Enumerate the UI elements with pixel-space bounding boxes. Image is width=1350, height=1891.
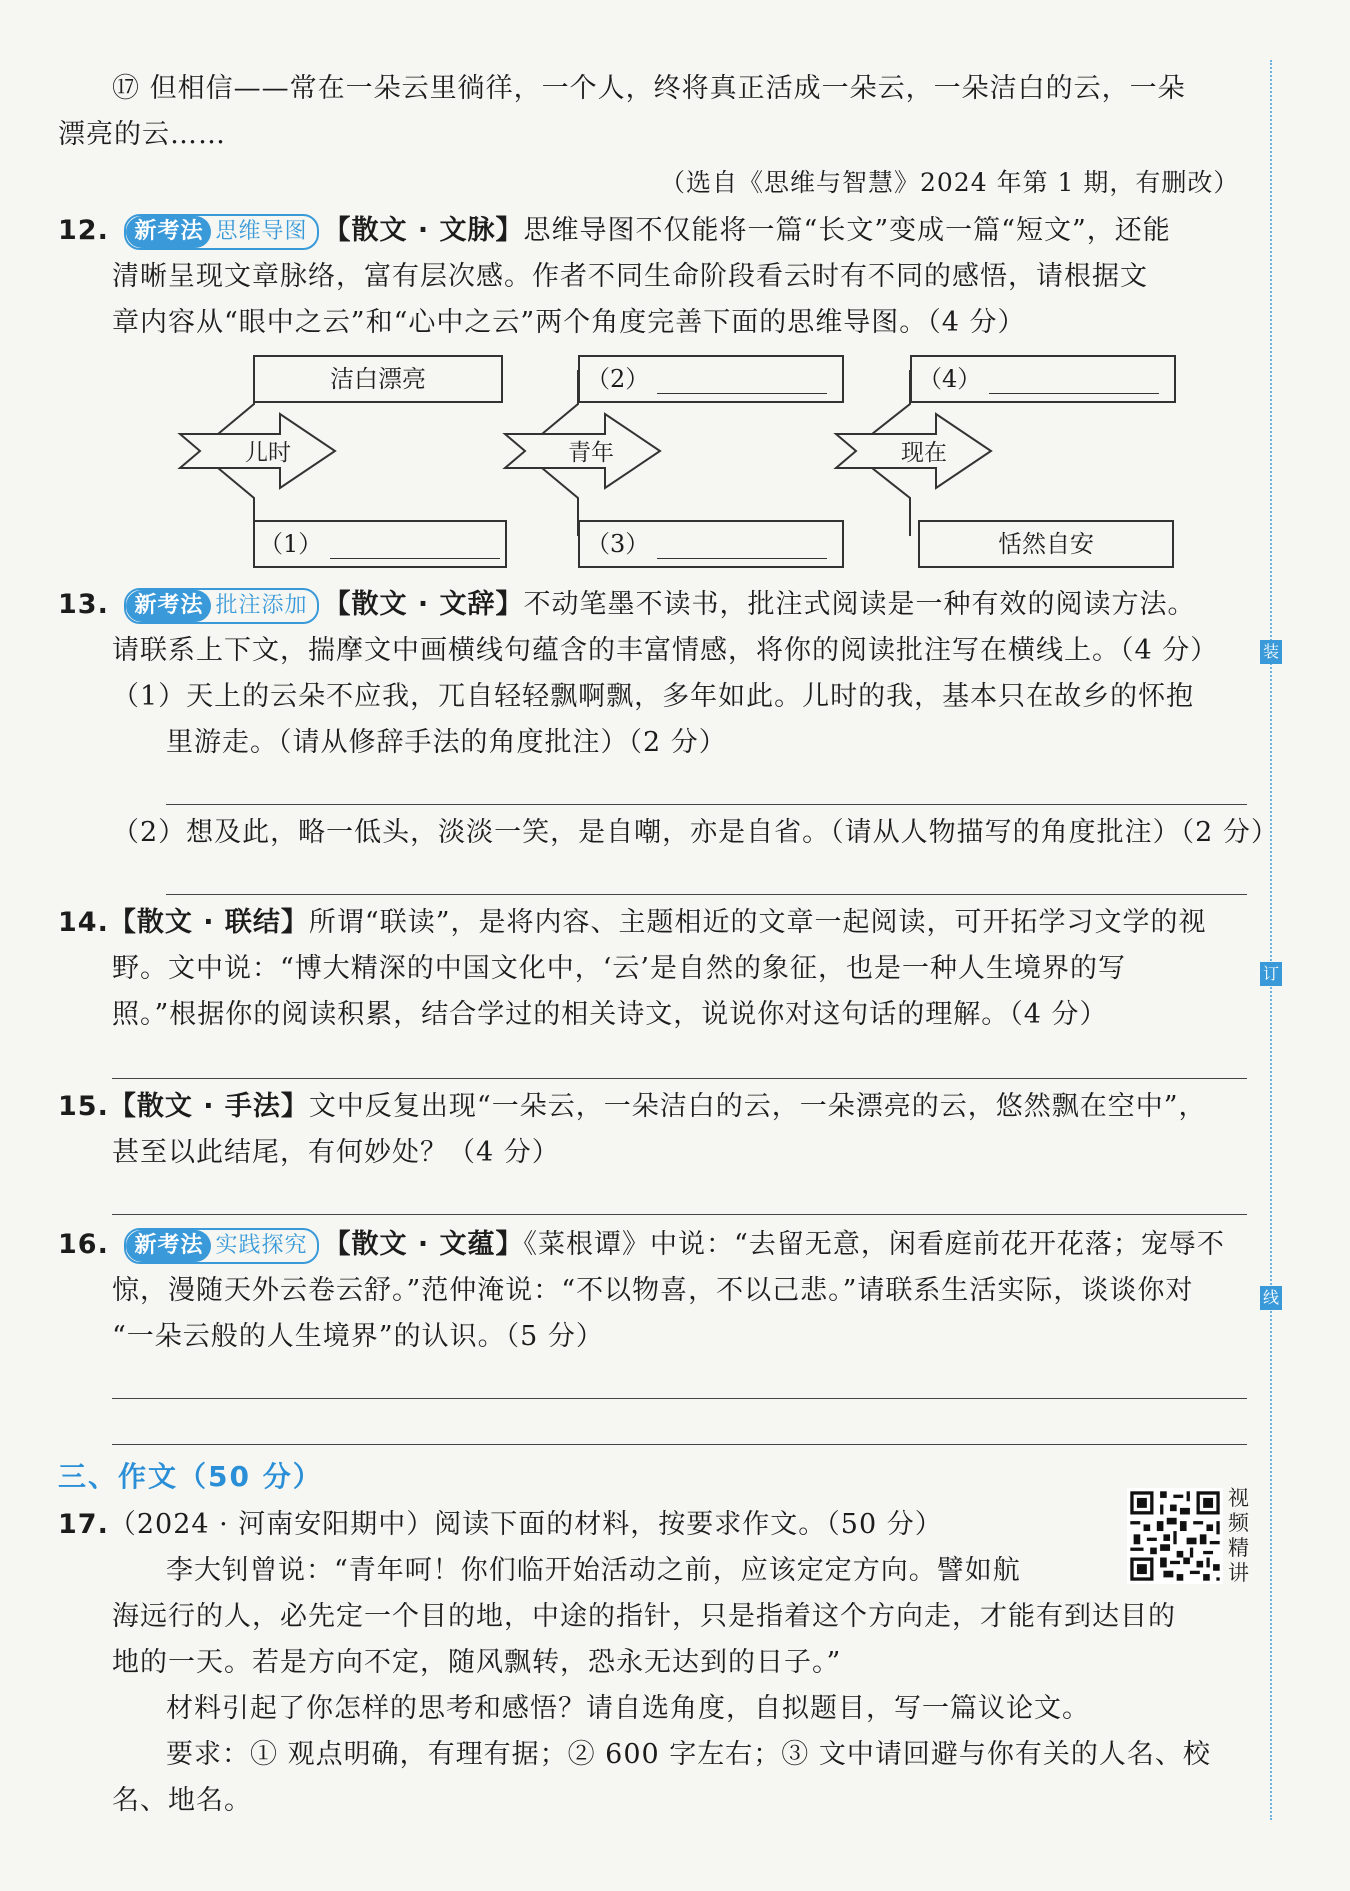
mindmap-answer-blank-2[interactable] <box>657 367 827 394</box>
q14-number: 14. <box>58 907 109 938</box>
mindmap-stage-1: 儿时 <box>245 440 291 466</box>
q15-answer-line[interactable] <box>112 1214 1247 1215</box>
section-3-title: 三、作文（50 分） <box>58 1460 323 1493</box>
q12-tag <box>124 214 319 250</box>
q14-bracket: 【散文 · 联结】 <box>108 907 309 938</box>
q14-line2: 野。文中说：“博大精深的中国文化中，‘云’是自然的象征，也是一种人生境界的写 <box>112 953 1126 984</box>
q17-line4: 地的一天。若是方向不定，随风飘转，恐永无达到的日子。” <box>112 1647 842 1678</box>
mindmap-box-bottom-1-label: （1） <box>259 530 323 558</box>
q14-text1: 所谓“联读”，是将内容、主题相近的文章一起阅读，可开拓学习文学的视 <box>308 907 1207 938</box>
q17-line6: 要求：① 观点明确，有理有据；② 600 字左右；③ 文中请回避与你有关的人名、校 <box>166 1739 1211 1770</box>
mindmap-box-top-2-label: （2） <box>586 365 650 393</box>
mindmap-link-3a <box>836 370 910 434</box>
q13-tag <box>124 588 319 624</box>
q16-tag-main: 新考法 <box>126 1230 211 1262</box>
mindmap-link-2a <box>505 370 578 434</box>
passage-p17-line2: 漂亮的云…… <box>58 119 226 150</box>
q15-number: 15. <box>58 1091 109 1122</box>
q15-text1: 文中反复出现“一朵云，一朵洁白的云，一朵漂亮的云，悠然飘在空中”， <box>308 1091 1207 1122</box>
q12-text1: 思维导图不仅能将一篇“长文”变成一篇“短文”，还能 <box>523 215 1171 246</box>
q13-sub1-line1: （1）天上的云朵不应我，兀自轻轻飘啊飘，多年如此。儿时的我，基本只在故乡的怀抱 <box>112 681 1195 712</box>
passage-p17-line1: ⑰ 但相信——常在一朵云里徜徉，一个人，终将真正活成一朵云，一朵洁白的云，一朵 <box>112 73 1186 104</box>
q14-line3: 照。”根据你的阅读积累，结合学过的相关诗文，说说你对这句话的理解。（4 分） <box>112 999 1108 1030</box>
mindmap-box-bottom-1 <box>253 520 507 568</box>
q13-tag-sub: 批注添加 <box>215 592 308 618</box>
mindmap-stage-2: 青年 <box>568 440 614 466</box>
qr-label: 视频精讲 <box>1228 1486 1249 1585</box>
mindmap-box-top-3-label: （4） <box>918 365 982 393</box>
q16-answer-line-2[interactable] <box>112 1444 1247 1445</box>
q16-number: 16. <box>58 1229 109 1260</box>
q14-line1 <box>58 900 1207 946</box>
q13-line2: 请联系上下文，揣摩文中画横线句蕴含的丰富情感，将你的阅读批注写在横线上。（4 分） <box>112 635 1219 666</box>
binding-mark-2: 订 <box>1260 962 1282 986</box>
q16-bracket: 【散文 · 文蕴】 <box>323 1229 524 1260</box>
q16-answer-line-1[interactable] <box>112 1398 1247 1399</box>
q13-bracket: 【散文 · 文辞】 <box>323 589 524 620</box>
q15-line1 <box>58 1084 1207 1130</box>
q13-sub1-line2: 里游走。（请从修辞手法的角度批注）（2 分） <box>166 727 727 758</box>
q13-answer-line-1[interactable] <box>166 804 1247 805</box>
q13-answer-line-2[interactable] <box>166 894 1247 895</box>
q16-tag-sub: 实践探究 <box>215 1232 308 1258</box>
mindmap-box-bottom-2 <box>578 520 844 568</box>
mindmap-link-2b <box>505 468 578 536</box>
passage-source: （选自《思维与智慧》2024 年第 1 期，有删改） <box>660 168 1240 197</box>
q17-line2: 李大钊曾说：“青年呵！你们临开始活动之前，应该定定方向。譬如航 <box>166 1555 1021 1586</box>
binding-mark-3: 线 <box>1260 1286 1282 1310</box>
mindmap-box-bottom-2-label: （3） <box>586 530 650 558</box>
q12-line1 <box>58 208 1171 254</box>
binding-dotted-line <box>1270 60 1272 1820</box>
mindmap-stage-3: 现在 <box>901 440 947 466</box>
q12-bracket: 【散文 · 文脉】 <box>323 215 524 246</box>
qr-code-icon[interactable] <box>1127 1488 1223 1584</box>
mindmap-box-top-1: 洁白漂亮 <box>253 355 503 403</box>
q13-tag-main: 新考法 <box>126 590 211 622</box>
q16-line2: 惊，漫随天外云卷云舒。”范仲淹说：“不以物喜，不以己悲。”请联系生活实际，谈谈你对 <box>112 1275 1194 1306</box>
binding-mark-1: 装 <box>1260 640 1282 664</box>
mindmap-answer-blank-3[interactable] <box>657 532 827 559</box>
q13-text1: 不动笔墨不读书，批注式阅读是一种有效的阅读方法。 <box>523 589 1196 620</box>
q17-number: 17. <box>58 1509 109 1540</box>
mindmap-box-top-2 <box>578 355 844 403</box>
q12-line3: 章内容从“眼中之云”和“心中之云”两个角度完善下面的思维导图。（4 分） <box>112 307 1026 338</box>
q15-bracket: 【散文 · 手法】 <box>108 1091 309 1122</box>
q16-line1 <box>58 1222 1225 1268</box>
q13-number: 13. <box>58 589 109 620</box>
q17-line1 <box>58 1502 943 1548</box>
q17-line5: 材料引起了你怎样的思考和感悟？请自选角度，自拟题目，写一篇议论文。 <box>166 1693 1090 1724</box>
q13-line1 <box>58 582 1196 628</box>
mindmap-link-1b <box>180 468 254 536</box>
q12-line2: 清晰呈现文章脉络，富有层次感。作者不同生命阶段看云时有不同的感悟，请根据文 <box>112 261 1148 292</box>
mindmap-answer-blank-4[interactable] <box>989 367 1159 394</box>
mindmap-box-bottom-3: 恬然自安 <box>918 520 1174 568</box>
q17-line3: 海远行的人，必先定一个目的地，中途的指针，只是指着这个方向走，才能有到达目的 <box>112 1601 1176 1632</box>
q16-text1: 《菜根谭》中说：“去留无意，闲看庭前花开花落；宠辱不 <box>523 1229 1225 1260</box>
q12-tag-main: 新考法 <box>126 216 211 248</box>
mindmap-box-top-3 <box>910 355 1176 403</box>
q17-text1: （2024 · 河南安阳期中）阅读下面的材料，按要求作文。（50 分） <box>108 1509 943 1540</box>
q12-number: 12. <box>58 215 109 246</box>
q13-sub2-line1: （2）想及此，略一低头，淡淡一笑，是自嘲，亦是自省。（请从人物描写的角度批注）（2 分） <box>112 817 1279 848</box>
mindmap-link-1a <box>180 370 254 434</box>
q16-line3: “一朵云般的人生境界”的认识。（5 分） <box>112 1321 604 1352</box>
mindmap-answer-blank-1[interactable] <box>330 532 500 559</box>
q12-tag-sub: 思维导图 <box>215 218 308 244</box>
q14-answer-line[interactable] <box>112 1078 1247 1079</box>
q17-line7: 名、地名。 <box>112 1785 252 1816</box>
mindmap-link-3b <box>836 468 910 536</box>
q16-tag <box>124 1228 319 1264</box>
q15-line2: 甚至以此结尾，有何妙处？（4 分） <box>112 1137 560 1168</box>
